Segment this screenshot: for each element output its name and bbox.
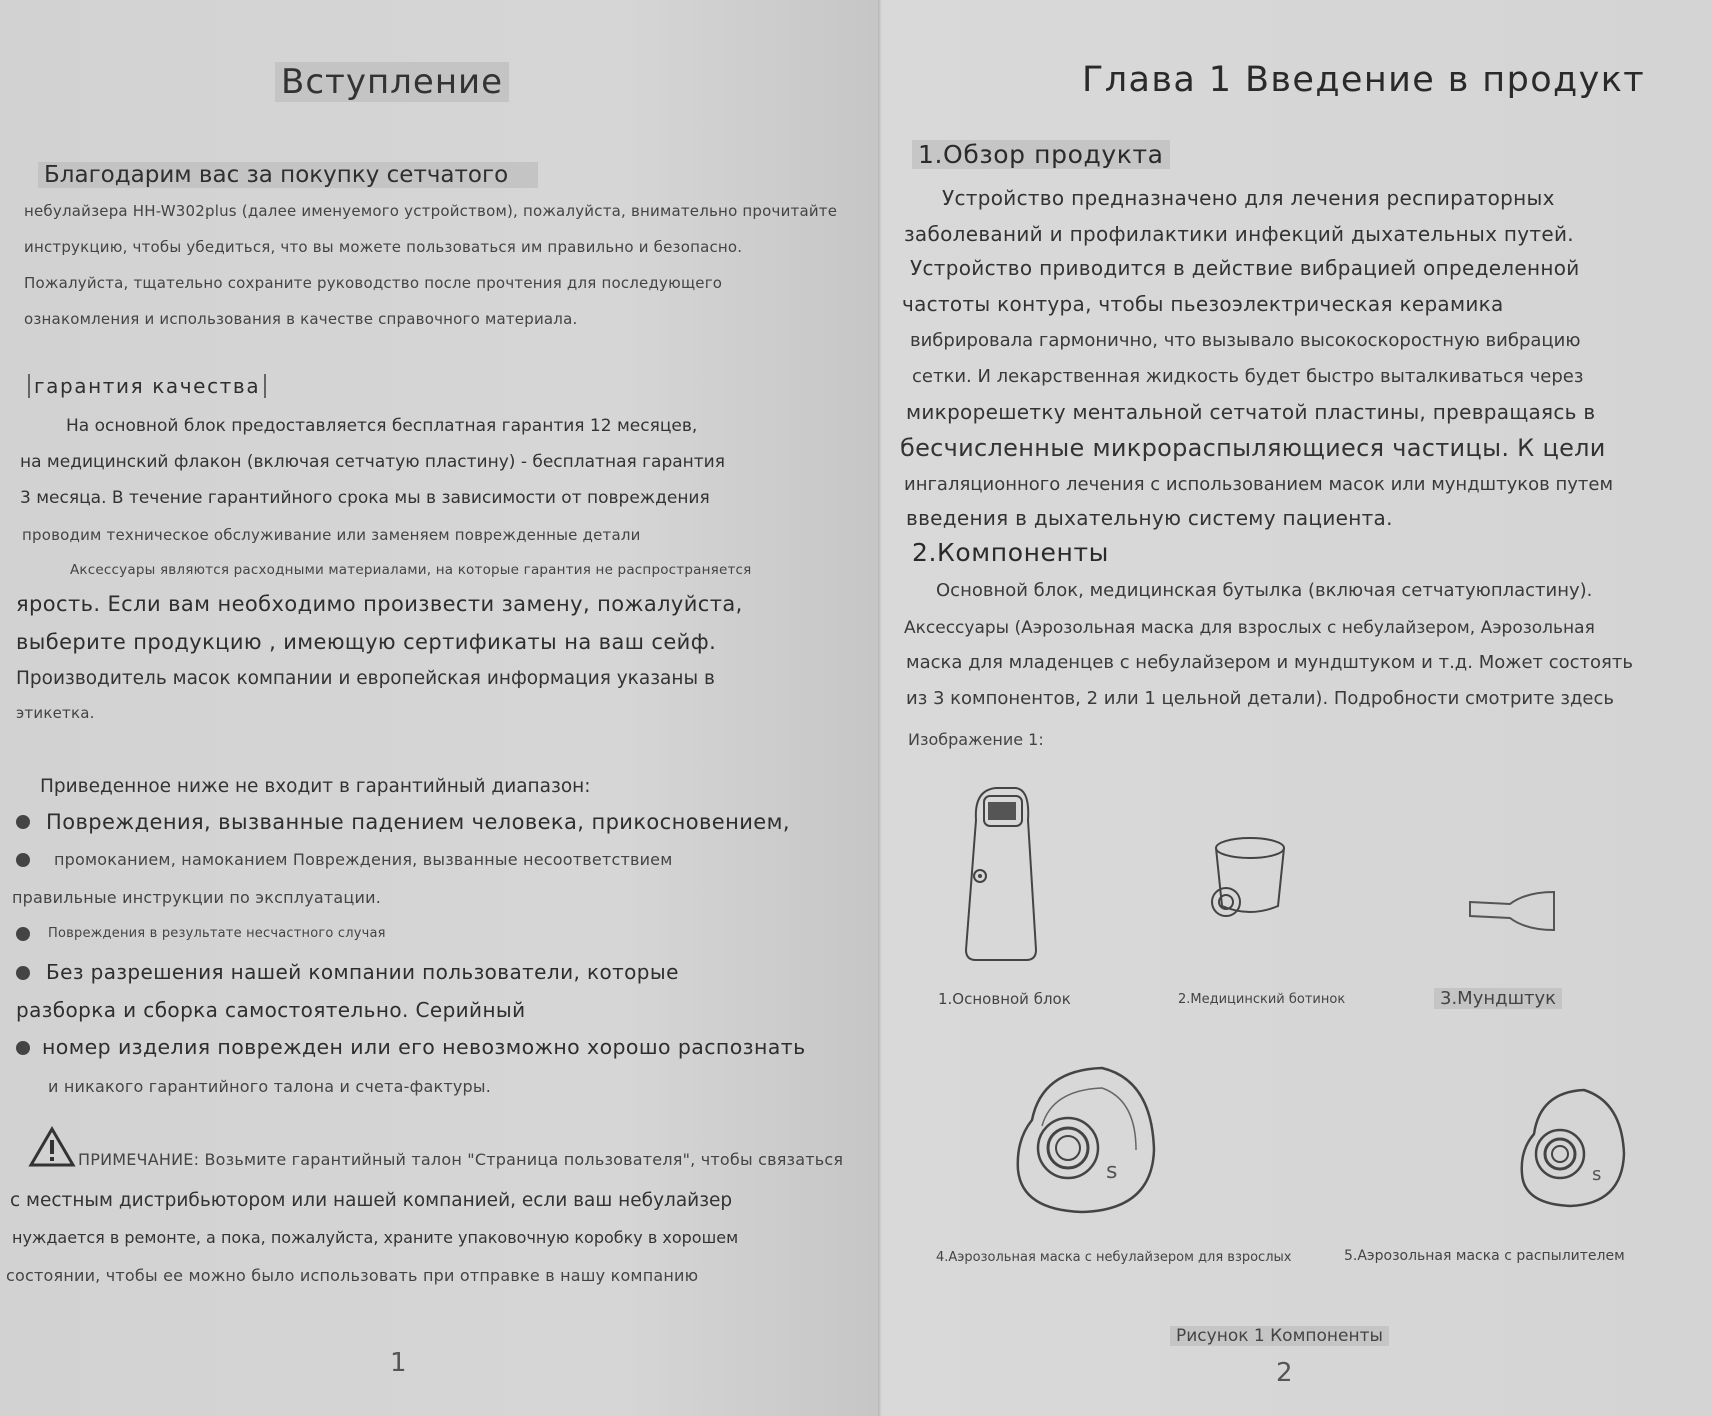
mouthpiece-drawing <box>1466 888 1564 934</box>
page-title: Вступление <box>275 62 509 102</box>
thanks-line: ознакомления и использования в качестве справочного материала. <box>24 310 578 328</box>
main-unit-drawing <box>956 780 1052 966</box>
bullet-icon <box>16 927 30 941</box>
figure-caption: 5.Аэрозольная маска с распылителем <box>1344 1248 1625 1264</box>
figure-title: Рисунок 1 Компоненты <box>1170 1326 1389 1346</box>
note-line: состоянии, чтобы ее можно было использовать при отправке в нашу компанию <box>6 1266 699 1285</box>
thanks-line: Пожалуйста, тщательно сохраните руководство после прочтения для последующего <box>24 274 723 292</box>
quality-line: На основной блок предоставляется бесплатная гарантия 12 месяцев, <box>66 416 698 436</box>
exclusion-item: и никакого гарантийного талона и счета-фактуры. <box>48 1077 492 1096</box>
bullet-icon <box>16 853 30 867</box>
overview-line: частоты контура, чтобы пьезоэлектрическая керамика <box>902 292 1504 316</box>
exclusion-item: разборка и сборка самостоятельно. Серийный <box>16 998 526 1022</box>
bullet-icon <box>16 966 30 980</box>
components-heading: 2.Компоненты <box>912 538 1109 567</box>
exclusion-item: Без разрешения нашей компании пользователи, которые <box>46 960 679 984</box>
bullet-icon <box>16 1041 30 1055</box>
exclusion-item: правильные инструкции по эксплуатации. <box>12 888 382 907</box>
svg-text:s: s <box>1592 1164 1602 1185</box>
exclusion-item: промоканием, намоканием Повреждения, вызванные несоответствием <box>54 850 673 869</box>
components-line: маска для младенцев с небулайзером и мундштуком и т.д. Может состоять <box>906 652 1633 673</box>
large-line: выберите продукцию , имеющую сертификаты на ваш сейф. <box>16 630 717 654</box>
figure-caption: 1.Основной блок <box>938 990 1071 1008</box>
exclusion-item: номер изделия поврежден или его невозможно хорошо распознать <box>42 1035 806 1059</box>
figure-caption: 3.Мундштук <box>1434 988 1562 1009</box>
quality-line: 3 месяца. В течение гарантийного срока мы в зависимости от повреждения <box>20 488 710 508</box>
child-mask-drawing <box>1510 1084 1630 1214</box>
page-number: 2 <box>1276 1358 1293 1388</box>
figure-caption: 4.Аэрозольная маска с небулайзером для взрослых <box>936 1250 1292 1265</box>
large-line: ярость. Если вам необходимо произвести замену, пожалуйста, <box>16 592 743 616</box>
note-line: нуждается в ремонте, а пока, пожалуйста, храните упаковочную коробку в хорошем <box>12 1228 739 1247</box>
warning-icon <box>28 1126 76 1168</box>
note-line: с местным дистрибьютором или нашей компанией, если ваш небулайзер <box>10 1190 733 1211</box>
components-line: Основной блок, медицинская бутылка (включая сетчатуюпластину). <box>936 580 1593 601</box>
adult-mask-drawing <box>1002 1060 1162 1220</box>
quality-heading: гарантия качества <box>28 374 266 398</box>
note-line: ПРИМЕЧАНИЕ: Возьмите гарантийный талон "Страница пользователя", чтобы связаться <box>78 1150 844 1169</box>
exclusions-heading: Приведенное ниже не входит в гарантийный диапазон: <box>40 776 591 797</box>
quality-line: на медицинский флакон (включая сетчатую пластину) - бесплатная гарантия <box>20 452 725 472</box>
thanks-line: инструкцию, чтобы убедиться, что вы можете пользоваться им правильно и безопасно. <box>24 238 743 256</box>
overview-line: вибрировала гармонично, что вызывало высокоскоростную вибрацию <box>910 330 1581 351</box>
overview-line: Устройство предназначено для лечения респираторных <box>942 186 1555 210</box>
overview-line: микрорешетку ментальной сетчатой пластины, превращаясь в <box>906 400 1596 424</box>
thanks-line: небулайзера HH-W302plus (далее именуемого устройством), пожалуйста, внимательно прочитайте <box>24 202 838 220</box>
components-line: Изображение 1: <box>908 730 1044 749</box>
overview-line: введения в дыхательную систему пациента. <box>906 506 1393 530</box>
manufacturer-line: этикетка. <box>16 704 95 722</box>
overview-heading: 1.Обзор продукта <box>912 140 1170 169</box>
components-line: Аксессуары (Аэрозольная маска для взрослых с небулайзером, Аэрозольная <box>904 618 1595 638</box>
bullet-icon <box>16 815 30 829</box>
overview-line: сетки. И лекарственная жидкость будет быстро выталкиваться через <box>912 366 1584 387</box>
manufacturer-line: Производитель масок компании и европейская информация указаны в <box>16 668 715 689</box>
exclusion-item: Повреждения в результате несчастного случая <box>48 926 386 941</box>
overview-line: заболеваний и профилактики инфекций дыхательных путей. <box>904 222 1574 246</box>
chapter-title: Глава 1 Введение в продукт <box>1082 60 1646 100</box>
overview-line: бесчисленные микрораспыляющиеся частицы. К цели <box>900 434 1606 462</box>
components-line: из 3 компонентов, 2 или 1 цельной детали). Подробности смотрите здесь <box>906 688 1614 709</box>
quality-line: проводим техническое обслуживание или заменяем поврежденные детали <box>22 526 641 544</box>
quality-line: Аксессуары являются расходными материалами, на которые гарантия не распространяется <box>70 562 752 578</box>
thanks-heading: Благодарим вас за покупку сетчатого <box>38 162 538 188</box>
svg-text:s: s <box>1106 1159 1118 1184</box>
exclusion-item: Повреждения, вызванные падением человека, прикосновением, <box>46 810 790 834</box>
overview-line: ингаляционного лечения с использованием масок или мундштуков путем <box>904 474 1614 495</box>
figure-caption: 2.Медицинский ботинок <box>1178 992 1346 1007</box>
medicine-cup-drawing <box>1198 832 1290 932</box>
page-number: 1 <box>390 1348 407 1378</box>
right-page <box>882 0 1712 1416</box>
overview-line: Устройство приводится в действие вибрацией определенной <box>910 256 1580 280</box>
